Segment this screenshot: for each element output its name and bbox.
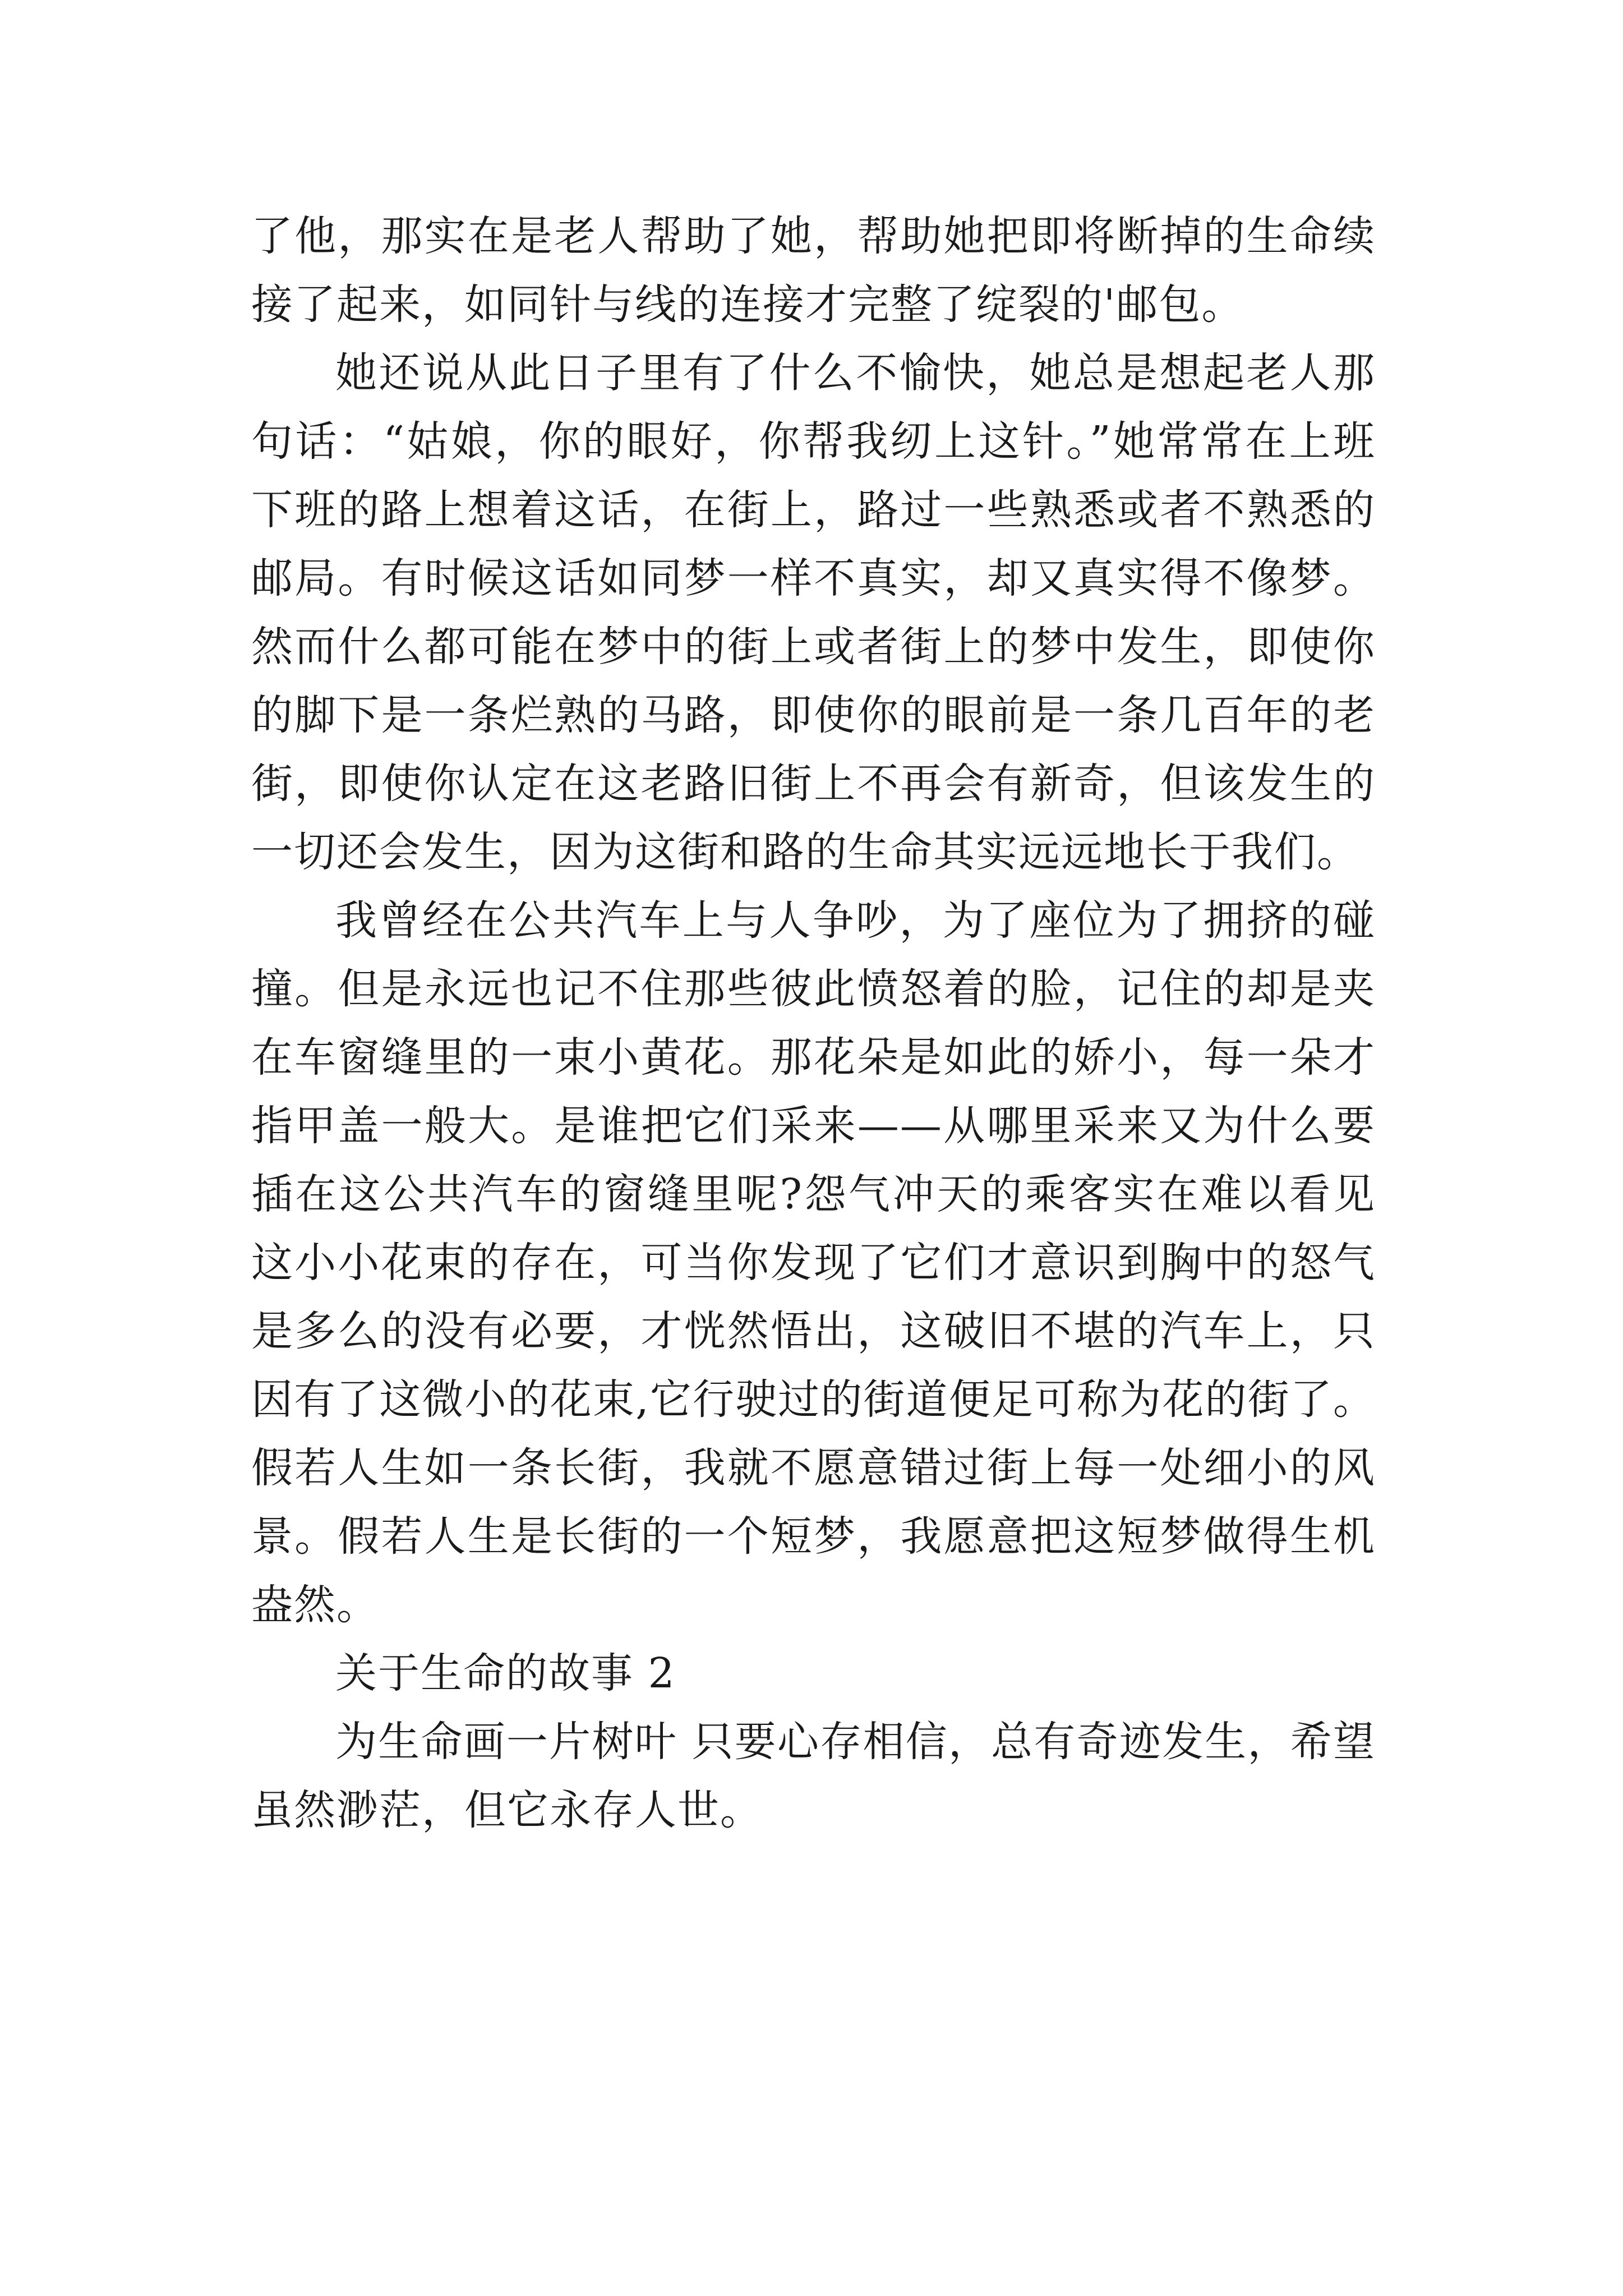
section-heading: 关于生命的故事 2: [335, 1649, 676, 1697]
paragraph-leaf-story: 为生命画一片树叶 只要心存相信，总有奇迹发生，希望虽然渺茫，但它永存人世。: [251, 1718, 1376, 1834]
paragraph-continuation: 了他，那实在是老人帮助了她，帮助她把即将断掉的生命续接了起来，如同针与线的连接才完整了绽裂的'邮包。: [251, 212, 1376, 329]
body-text: [251, 202, 1376, 1844]
paragraph-bus-flowers: 我曾经在公共汽车上与人争吵，为了座位为了拥挤的碰撞。但是永远也记不住那些彼此愤怒着的脸，记住的却是夹在车窗缝里的一束小黄花。那花朵是如此的娇小，每一朵才指甲盖一般大。是谁把它们采来——从哪里采来又为什么要插在这公共汽车的窗缝里呢?怨气冲天的乘客实在难以看见这小小花束的存在，可当你发现了它们才意识到胸中的怒气是多么的没有必要，才恍然悟出，这破旧不堪的汽车上，只因有了这微小的花束,它行驶过的街道便足可称为花的街了。假若人生如一条长街，我就不愿意错过街上每一处细小的风景。假若人生是长街的一个短梦，我愿意把这短梦做得生机盎然。: [251, 896, 1376, 1629]
paragraph-old-man-words: 她还说从此日子里有了什么不愉快，她总是想起老人那句话：“姑娘，你的眼好，你帮我纫上这针。”她常常在上班下班的路上想着这话，在街上，路过一些熟悉或者不熟悉的邮局。有时候这话如同梦一样不真实，却又真实得不像梦。然而什么都可能在梦中的街上或者街上的梦中发生，即使你的脚下是一条烂熟的马路，即使你的眼前是一条几百年的老街，即使你认定在这老路旧街上不再会有新奇，但该发生的一切还会发生，因为这街和路的生命其实远远地长于我们。: [251, 349, 1376, 876]
